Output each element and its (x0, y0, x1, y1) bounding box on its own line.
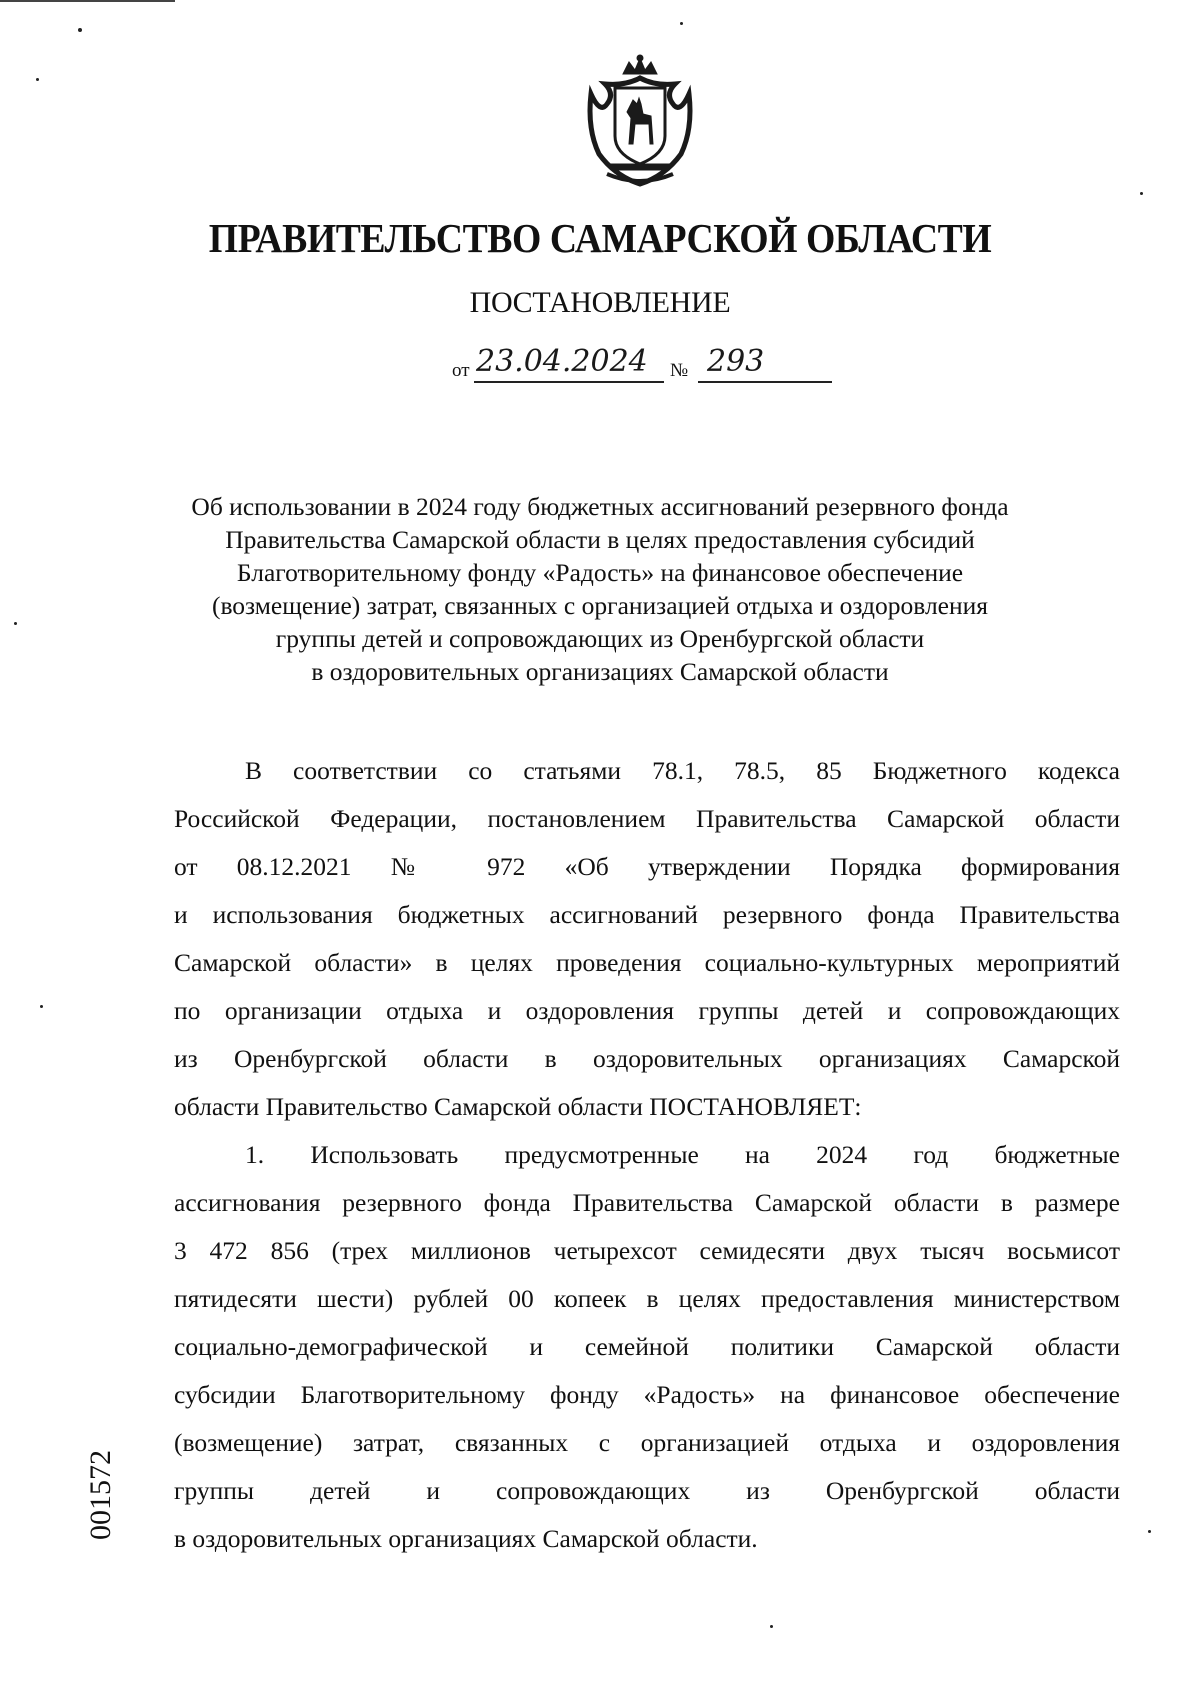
document-subject (150, 490, 1050, 688)
preamble-line: и использования бюджетных ассигнований резервного фонда Правительства (174, 900, 1120, 929)
scan-speck (14, 622, 17, 625)
scan-speck (36, 78, 39, 81)
item-line: 3 472 856 (трех миллионов четырехсот семидесяти двух тысяч восьмисот (174, 1236, 1120, 1265)
handwritten-number: 293 (707, 344, 765, 379)
government-title: ПРАВИТЕЛЬСТВО САМАРСКОЙ ОБЛАСТИ (208, 215, 992, 261)
scan-speck (1148, 1530, 1151, 1533)
item-line: группы детей и сопровождающих из Оренбургской области (174, 1476, 1120, 1505)
preamble-line: Самарской области» в целях проведения социально-культурных мероприятий (174, 948, 1120, 977)
subject-line: Правительства Самарской области в целях предоставления субсидий (225, 525, 975, 554)
document-type: ПОСТАНОВЛЕНИЕ (469, 286, 731, 319)
scan-speck (1140, 192, 1143, 195)
item-line: субсидии Благотворительному фонду «Радость» на финансовое обеспечение (174, 1380, 1120, 1409)
subject-line: в оздоровительных организациях Самарской области (311, 657, 889, 686)
number-prefix: № (670, 360, 689, 381)
samara-coat-of-arms-icon (585, 54, 695, 189)
number-underline (698, 381, 832, 383)
scan-edge-line (0, 0, 175, 2)
handwritten-date: 23.04.2024 (476, 344, 648, 379)
scan-speck (40, 1005, 43, 1008)
item-line: пятидесяти шести) рублей 00 копеек в целях предоставления министерством (174, 1284, 1120, 1313)
preamble-line: из Оренбургской области в оздоровительных организациях Самарской (174, 1044, 1120, 1073)
item-line: в оздоровительных организациях Самарской области. (174, 1524, 758, 1553)
item-line: 1. Использовать предусмотренные на 2024 год бюджетные (245, 1140, 1120, 1169)
date-number-line (452, 344, 842, 384)
scan-speck (78, 28, 82, 32)
preamble-line: В соответствии со статьями 78.1, 78.5, 85 Бюджетного кодекса (245, 756, 1120, 785)
item-line: социально-демографической и семейной политики Самарской области (174, 1332, 1120, 1361)
preamble-line: от 08.12.2021 № 972 «Об утверждении Порядка формирования (174, 852, 1120, 881)
subject-line: группы детей и сопровождающих из Оренбургской области (275, 624, 925, 653)
subject-line: (возмещение) затрат, связанных с организацией отдыха и оздоровления (211, 591, 989, 620)
subject-line: Об использовании в 2024 году бюджетных ассигнований резервного фонда (191, 492, 1009, 521)
item-line: (возмещение) затрат, связанных с организацией отдыха и оздоровления (174, 1428, 1120, 1457)
date-underline (474, 381, 664, 383)
preamble-line: по организации отдыха и оздоровления группы детей и сопровождающих (174, 996, 1120, 1025)
margin-serial-number: 001572 (84, 1450, 117, 1540)
date-prefix: от (452, 360, 470, 381)
scan-speck (770, 1625, 773, 1628)
subject-line: Благотворительному фонду «Радость» на финансовое обеспечение (236, 558, 964, 587)
preamble-line: Российской Федерации, постановлением Правительства Самарской области (174, 804, 1120, 833)
item-line: ассигнования резервного фонда Правительства Самарской области в размере (174, 1188, 1120, 1217)
preamble-line: области Правительство Самарской области ПОСТАНОВЛЯЕТ: (174, 1092, 862, 1121)
scan-speck (680, 22, 683, 25)
